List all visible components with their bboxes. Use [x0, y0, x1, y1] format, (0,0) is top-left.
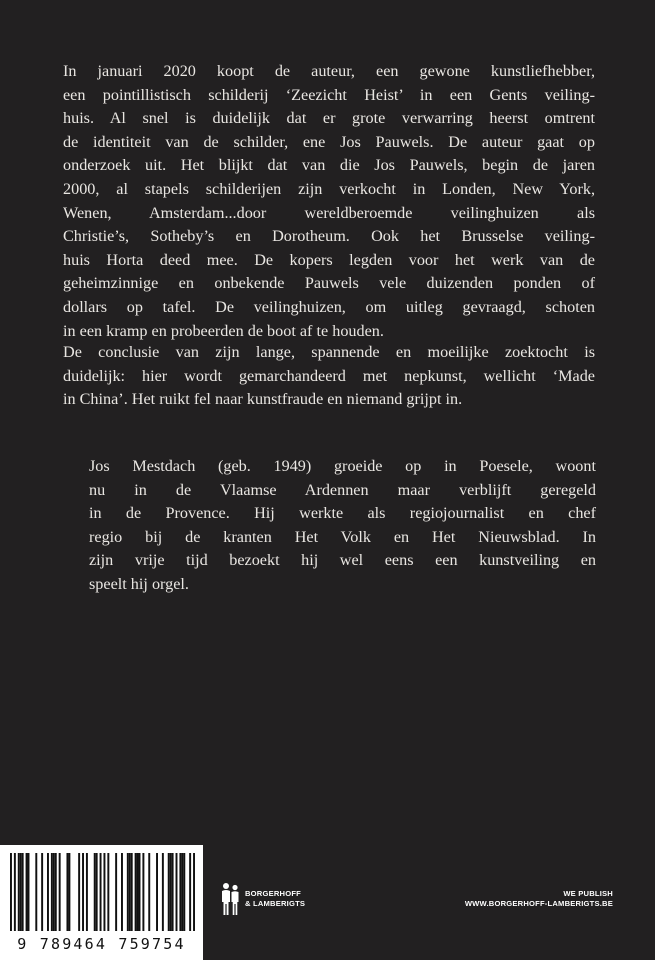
bio-line: Jos Mestdach (geb. 1949) groeide op in Poesele, woont — [89, 457, 596, 475]
barcode-bar — [193, 853, 195, 931]
barcode-bar — [189, 853, 191, 931]
barcode-bar — [100, 853, 102, 931]
barcode-bar — [68, 853, 70, 931]
barcode-bar — [179, 853, 181, 931]
barcode-bar — [41, 853, 43, 931]
blurb-line: geheimzinnige en onbekende Pauwels vele duizenden ponden of — [63, 274, 595, 293]
barcode-bar — [107, 853, 109, 931]
blurb-line: duidelijk: hier wordt gemarchandeerd met nepkunst, wellicht ‘Made — [63, 366, 595, 385]
blurb-line: huis Horta deed mee. De kopers legden voor het werk van de — [63, 250, 595, 269]
blurb-line: 2000, al stapels schilderijen zijn verkocht in Londen, New York, — [63, 179, 595, 198]
barcode-bar — [168, 853, 170, 931]
bio-line: zijn vrije tijd bezoekt hij wel eens een kunstveiling en — [89, 551, 596, 570]
barcode-bar — [26, 853, 28, 931]
blurb-line: Christie’s, Sotheby’s en Dorotheum. Ook het Brusselse veiling- — [63, 227, 595, 246]
blurb-line: in een kramp en probeerden de boot af te houden. — [63, 321, 384, 340]
barcode-bar — [47, 853, 49, 931]
blurb-line: de identiteit van de schilder, ene Jos Pauwels. De auteur gaat op — [63, 132, 595, 151]
barcode-bar — [127, 853, 129, 931]
barcode-bar — [94, 853, 96, 931]
barcode-bar — [135, 853, 137, 931]
two-figures-logo-icon — [219, 882, 241, 916]
barcode-bar — [22, 853, 24, 931]
barcode-bar — [82, 853, 84, 931]
publisher-tagline — [465, 889, 613, 908]
barcode-bar — [115, 853, 117, 931]
blurb-line: In januari 2020 koopt de auteur, een gewone kunstliefhebber, — [63, 62, 595, 80]
barcode-bar — [18, 853, 20, 931]
blurb-line: een pointillistisch schilderij ‘Zeezicht Heist’ in een Gents veiling- — [63, 85, 595, 104]
barcode-bar — [129, 853, 131, 931]
tagline-we-publish: WE PUBLISH — [563, 889, 613, 898]
barcode-bar — [137, 853, 139, 931]
blurb-line: onderzoek uit. Het blijkt dat van die Jos Pauwels, begin de jaren — [63, 156, 595, 175]
barcode-bar — [103, 853, 105, 931]
barcode-bar — [139, 853, 141, 931]
barcode-bar — [59, 853, 61, 931]
barcode-bar — [10, 853, 12, 931]
barcode-bar — [131, 853, 133, 931]
barcode-bar — [28, 853, 30, 931]
blurb-paragraph-2 — [63, 341, 595, 412]
barcode-bar — [53, 853, 55, 931]
barcode-bar — [162, 853, 164, 931]
barcode-bar — [20, 853, 22, 931]
blurb-line: dollars op tafel. De veilinghuizen, om uitleg gevraagd, schoten — [63, 297, 595, 316]
publisher-website-link[interactable]: WWW.BORGERHOFF-LAMBERIGTS.BE — [464, 898, 613, 908]
barcode-bars — [10, 853, 195, 931]
barcode-bar — [172, 853, 174, 931]
barcode-bar — [181, 853, 183, 931]
publisher-name-line1: BORGERHOFF — [245, 889, 301, 898]
barcode-bar — [148, 853, 150, 931]
bio-line: nu in de Vlaamse Ardennen maar verblijft geregeld — [89, 480, 596, 499]
bio-line: speelt hij orgel. — [89, 574, 189, 593]
barcode-bar — [156, 853, 158, 931]
barcode-bar — [170, 853, 172, 931]
blurb-line: De conclusie van zijn lange, spannende en moeilijke zoektocht is — [63, 343, 595, 361]
isbn-number: 9 789464 759754 — [17, 935, 186, 953]
bio-line: regio bij de kranten Het Volk en Het Nieuwsblad. In — [89, 527, 596, 546]
barcode-bar — [183, 853, 185, 931]
barcode-bar — [78, 853, 80, 931]
blurb-line: in China’. Het ruikt fel naar kunstfraude en niemand grijpt in. — [63, 390, 463, 409]
publisher-name-line2: & LAMBERIGTS — [245, 898, 306, 908]
blurb-paragraph-1 — [63, 60, 595, 343]
barcode-bar — [66, 853, 68, 931]
bio-line: in de Provence. Hij werkte als regiojournalist en chef — [89, 504, 596, 523]
barcode-bar — [96, 853, 98, 931]
barcode-bar — [86, 853, 88, 931]
barcode-bar — [176, 853, 178, 931]
barcode-bar — [14, 853, 16, 931]
barcode-bar — [142, 853, 144, 931]
blurb-line: huis. Al snel is duidelijk dat er grote verwarring heerst omtrent — [63, 109, 595, 128]
isbn-barcode — [0, 845, 203, 960]
barcode-bar — [55, 853, 57, 931]
barcode-bar — [121, 853, 123, 931]
barcode-bar — [35, 853, 37, 931]
barcode-bar — [51, 853, 53, 931]
author-bio — [89, 455, 596, 597]
blurb-line: Wenen, Amsterdam...door wereldberoemde veilinghuizen als — [63, 203, 595, 222]
publisher-name — [245, 889, 305, 908]
